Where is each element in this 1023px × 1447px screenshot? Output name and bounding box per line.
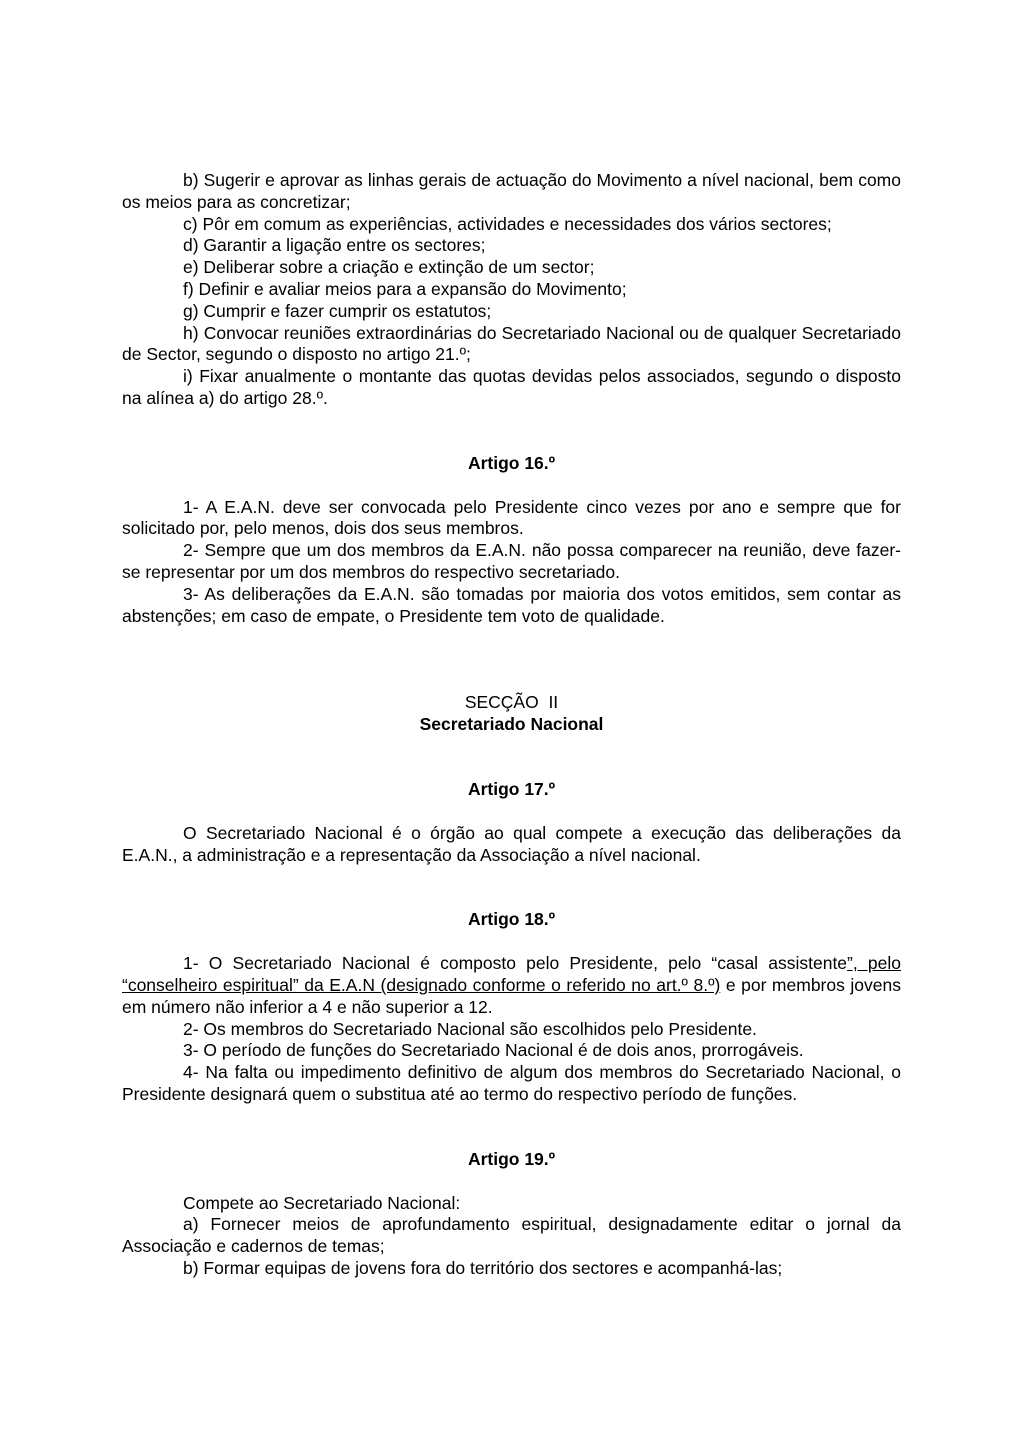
article-17-title: Artigo 17.º: [467, 778, 556, 799]
item-d: d) Garantir a ligação entre os sectores;: [183, 235, 486, 256]
article-19-item-b: b) Formar equipas de jovens fora do território dos sectores e acompanhá-las;: [183, 1257, 783, 1278]
article-16-paragraph-1: 1- A E.A.N. deve ser convocada pelo Presidente cinco vezes por ano e sempre que for solicitado por, pelo menos, dois dos seus membros.: [122, 496, 901, 539]
article-18-paragraph-2: 2- Os membros do Secretariado Nacional são escolhidos pelo Presidente.: [183, 1018, 757, 1039]
article-16-paragraph-2: 2- Sempre que um dos membros da E.A.N. não possa comparecer na reunião, deve fazer-se representar por um dos membros do respectivo secretariado.: [122, 540, 901, 582]
article-19-intro: Compete ao Secretariado Nacional:: [183, 1192, 461, 1213]
section-title: Secretariado Nacional: [419, 714, 604, 735]
document-page: [122, 170, 901, 1280]
article-18-p1-start: 1- O Secretariado Nacional é composto pelo Presidente, pelo “casal assistente: [183, 953, 848, 974]
item-b: b) Sugerir e aprovar as linhas gerais de actuação do Movimento a nível nacional, bem como os meios para as concretizar;: [122, 170, 901, 212]
item-e: e) Deliberar sobre a criação e extinção de um sector;: [183, 257, 595, 278]
item-g: g) Cumprir e fazer cumprir os estatutos;: [183, 300, 492, 321]
article-18-paragraph-1: [122, 953, 901, 1018]
article-19-item-a: a) Fornecer meios de aprofundamento espiritual, designadamente editar o jornal da Associação e cadernos de temas;: [122, 1214, 901, 1257]
item-i: i) Fixar anualmente o montante das quotas devidas pelos associados, segundo o disposto na alínea a) do artigo 28.º.: [122, 366, 901, 408]
article-16-title: Artigo 16.º: [467, 452, 556, 473]
article-18-p1-underlined: ”, pelo “conselheiro espiritual” da E.A.N (designado conforme o referido no art.º 8.º): [122, 953, 901, 995]
article-17-paragraph-1: O Secretariado Nacional é o órgão ao qual compete a execução das deliberações da E.A.N., a administração e a representação da Associação a nível nacional.: [122, 822, 901, 865]
item-f: f) Definir e avaliar meios para a expansão do Movimento;: [183, 278, 627, 299]
article-18-paragraph-4: 4- Na falta ou impedimento definitivo de algum dos membros do Secretariado Nacional, o Presidente designará quem o substitua até ao termo do respectivo período de funções.: [122, 1062, 901, 1104]
item-c: c) Pôr em comum as experiências, actividades e necessidades dos vários sectores;: [183, 213, 832, 234]
article-16-paragraph-3: 3- As deliberações da E.A.N. são tomadas por maioria dos votos emitidos, sem contar as abstenções; em caso de empate, o Presidente tem voto de qualidade.: [122, 583, 901, 626]
article-19-title: Artigo 19.º: [467, 1148, 556, 1169]
item-h: h) Convocar reuniões extraordinárias do Secretariado Nacional ou de qualquer Secretariado de Sector, segundo o disposto no artigo 21.º;: [122, 322, 901, 365]
article-18-paragraph-3: 3- O período de funções do Secretariado Nacional é de dois anos, prorrogáveis.: [183, 1040, 804, 1061]
article-18-p1-end: e por membros jovens em número não inferior a 4 e não superior a 12.: [122, 974, 901, 1017]
section-label: SECÇÃO II: [464, 692, 559, 713]
article-18-title: Artigo 18.º: [467, 909, 556, 930]
